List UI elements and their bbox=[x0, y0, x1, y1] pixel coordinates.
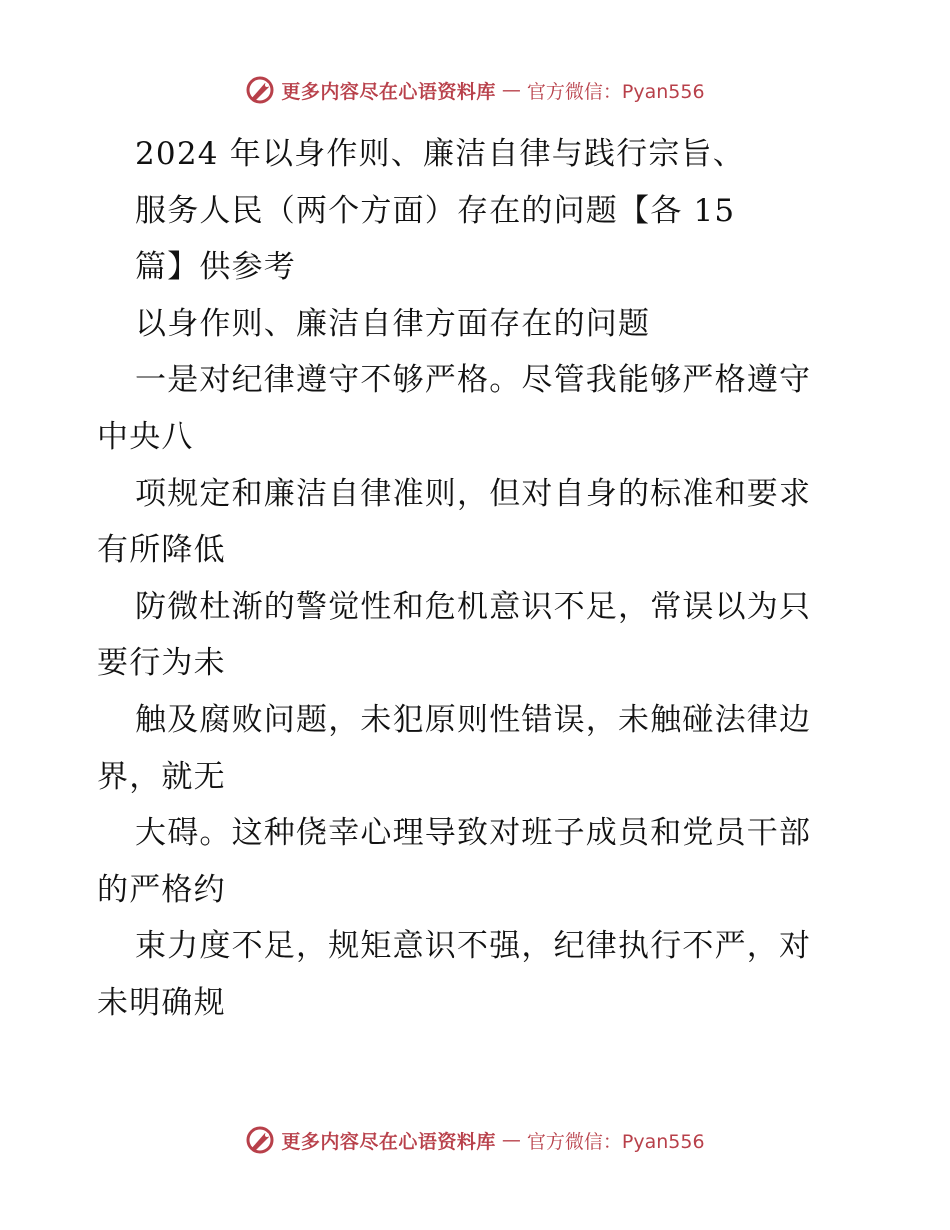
paragraph-line: 触及腐败问题，未犯原则性错误，未触碰法律边 bbox=[135, 701, 812, 738]
banner-site-text: 更多内容尽在心语资料库 bbox=[281, 1130, 496, 1153]
paragraph-line: 中央八 bbox=[97, 418, 194, 455]
paragraph-line: 未明确规 bbox=[97, 984, 226, 1021]
paragraph-line: 有所降低 bbox=[97, 532, 226, 569]
banner-wechat-text: 官方微信：Pyan556 bbox=[526, 1130, 705, 1153]
paragraph-line: 防微杜渐的警觉性和危机意识不足，常误以为只 bbox=[135, 588, 812, 625]
footer-banner bbox=[0, 1120, 950, 1160]
paragraph-line: 束力度不足，规矩意识不强，纪律执行不严，对 bbox=[135, 928, 812, 965]
title-line-1: 2024 年以身作则、廉洁自律与践行宗旨、 bbox=[135, 136, 745, 172]
document-body bbox=[97, 126, 857, 1032]
pen-logo-icon bbox=[245, 1125, 275, 1155]
paragraph-line: 项规定和廉洁自律准则，但对自身的标准和要求 bbox=[135, 475, 812, 512]
banner-wechat-text: 官方微信：Pyan556 bbox=[526, 80, 705, 103]
title-line-2: 服务人民（两个方面）存在的问题【各 15 bbox=[135, 192, 736, 229]
pen-logo-icon bbox=[245, 75, 275, 105]
banner-separator: — bbox=[501, 79, 521, 101]
paragraph-line: 大碍。这种侥幸心理导致对班子成员和党员干部 bbox=[135, 815, 812, 852]
banner-separator: — bbox=[501, 1129, 521, 1151]
paragraph-line: 要行为未 bbox=[97, 645, 226, 682]
title-line-3: 篇】供参考 bbox=[135, 249, 296, 286]
banner-site-text: 更多内容尽在心语资料库 bbox=[281, 80, 496, 103]
paragraph-line: 界，就无 bbox=[97, 758, 226, 795]
paragraph-line: 一是对纪律遵守不够严格。尽管我能够严格遵守 bbox=[135, 362, 812, 399]
paragraph-line: 的严格约 bbox=[97, 871, 226, 908]
section-heading: 以身作则、廉洁自律方面存在的问题 bbox=[135, 305, 651, 342]
header-banner bbox=[0, 70, 950, 110]
